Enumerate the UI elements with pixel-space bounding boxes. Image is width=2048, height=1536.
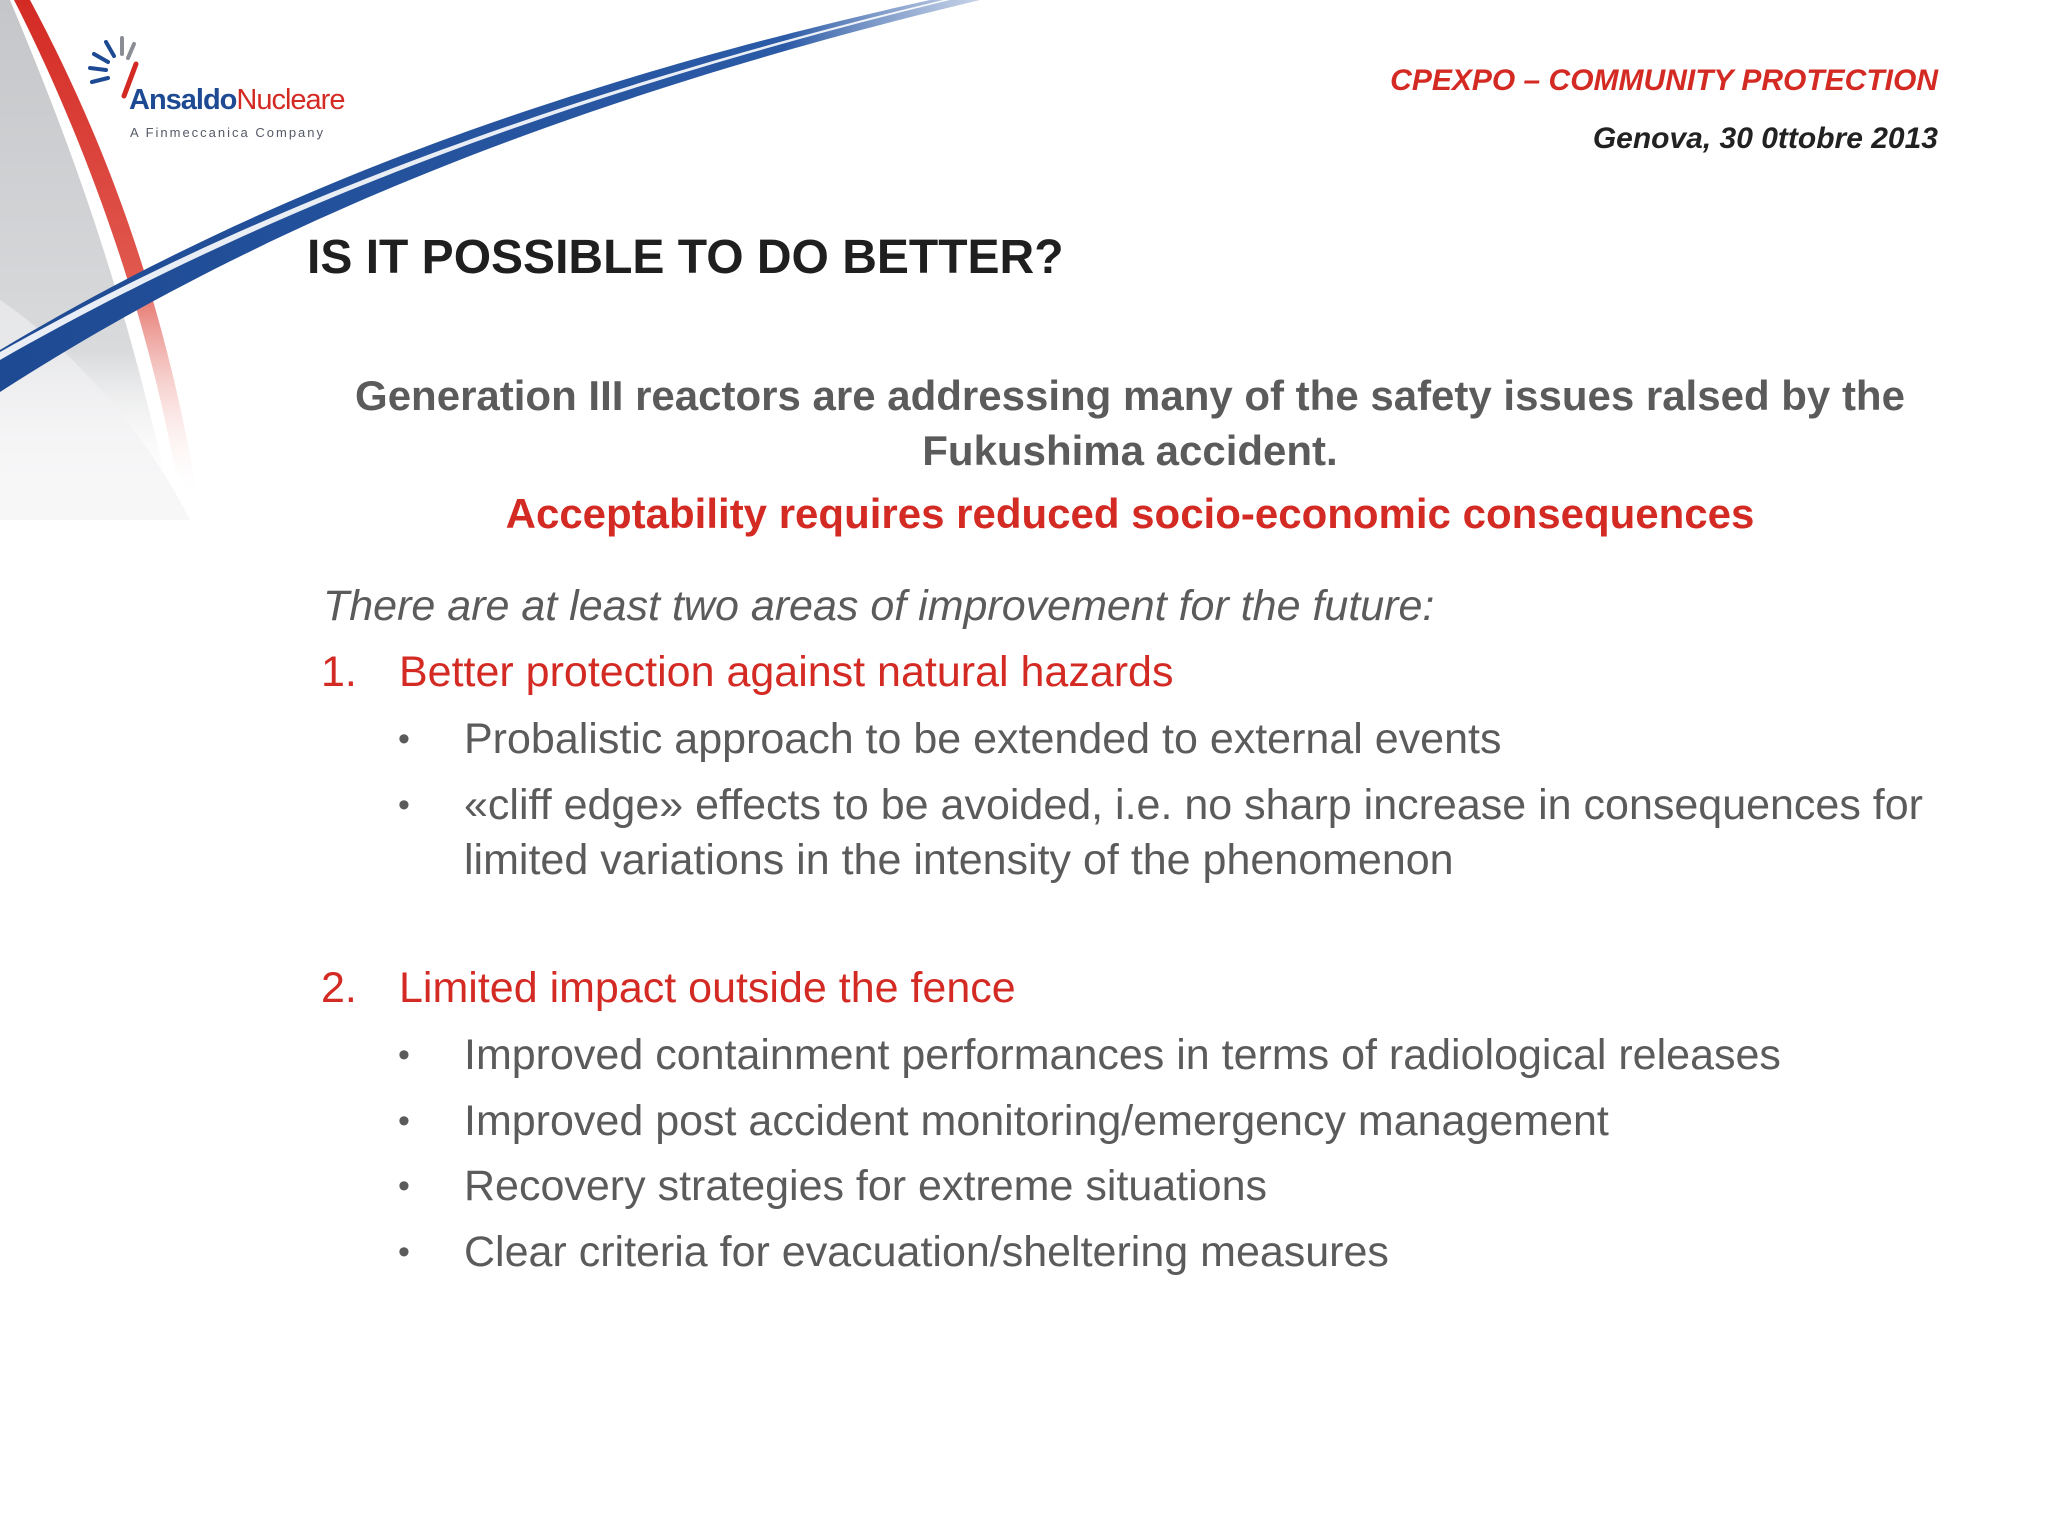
bullet-icon: •	[398, 1036, 410, 1074]
lead-text: There are at least two areas of improvement for the future:	[323, 582, 1435, 630]
bullet-text: Probalistic approach to be extended to external events	[464, 715, 1502, 763]
bullet-icon: •	[398, 1102, 410, 1140]
bullet-icon: •	[398, 1233, 410, 1271]
company-logo	[84, 34, 344, 144]
item-number: 1.	[321, 648, 357, 696]
bullet-text: Improved post accident monitoring/emergency management	[464, 1097, 1609, 1145]
logo-tagline: A Finmeccanica Company	[130, 125, 326, 140]
slide-title: IS IT POSSIBLE TO DO BETTER?	[307, 231, 1064, 284]
event-date: Genova, 30 0ttobre 2013	[1592, 122, 1938, 155]
event-title: CPEXPO – COMMUNITY PROTECTION	[1390, 64, 1938, 97]
bullet-icon: •	[398, 786, 410, 824]
bullet-text: Recovery strategies for extreme situations	[464, 1162, 1267, 1210]
bullet-text: Clear criteria for evacuation/sheltering measures	[464, 1228, 1389, 1276]
bullet-icon: •	[398, 720, 410, 758]
logo-name-nucleare: Nucleare	[236, 84, 345, 116]
logo-name-ansaldo: Ansaldo	[129, 84, 237, 116]
bullet-icon: •	[398, 1167, 410, 1205]
item-title: Better protection against natural hazards	[399, 648, 1174, 696]
logo-wordmark	[129, 84, 344, 117]
intro-statement: Generation III reactors are addressing many of the safety issues ralsed by the Fukushima accident.	[355, 372, 1905, 474]
item-title: Limited impact outside the fence	[399, 964, 1016, 1012]
highlight-statement: Acceptability requires reduced socio-economic consequences	[505, 490, 1755, 537]
bullet-text: Improved containment performances in terms of radiological releases	[464, 1031, 1781, 1079]
bullet-text: «cliff edge» effects to be avoided, i.e. no sharp increase in consequences for limited variations in the intensity of the phenomenon	[464, 781, 1923, 884]
item-number: 2.	[321, 964, 357, 1012]
